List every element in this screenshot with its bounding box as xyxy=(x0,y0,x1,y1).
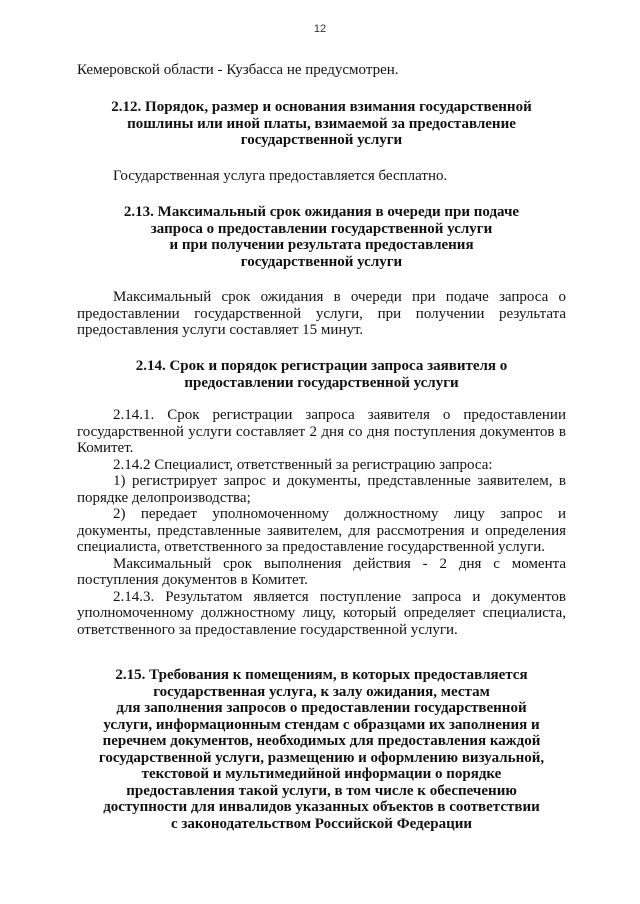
text-line: Максимальный срок выполнения действия - 2 дня с момента xyxy=(113,555,566,572)
section-2-12-heading xyxy=(77,99,566,149)
heading-line: государственной услуги xyxy=(240,132,403,148)
text-line: государственной услуги составляет 2 дня со дня поступления документов в xyxy=(77,423,566,440)
heading-line: запроса о предоставлении государственной услуги xyxy=(150,220,493,237)
text-line: документы, представленные заявителем, для рассмотрения и определения xyxy=(77,522,566,539)
heading-line: 2.13. Максимальный срок ожидания в очереди при подаче xyxy=(123,204,520,220)
section-2-14-heading xyxy=(77,358,566,391)
heading-line: и при получении результата предоставления xyxy=(169,237,474,253)
text-line: Кемеровской области - Кузбасса не предусмотрен. xyxy=(77,62,399,78)
section-2-12-text xyxy=(77,168,566,185)
section-2-13-text xyxy=(77,289,566,339)
heading-line: для заполнения запросов о предоставлении государственной xyxy=(116,700,527,716)
text-line: Государственная услуга предоставляется бесплатно. xyxy=(113,168,448,184)
text-line: порядке делопроизводства; xyxy=(77,489,251,506)
text-line: специалиста, ответственного за предоставление государственной услуги. xyxy=(77,539,546,555)
heading-line: предоставлении государственной услуги xyxy=(184,374,459,391)
section-2-13-heading xyxy=(77,204,566,270)
text-line: 2.14.2 Специалист, ответственный за регистрацию запроса: xyxy=(113,456,493,473)
text-line: 2) передает уполномоченному должностному лицу запрос и xyxy=(113,506,566,522)
text-line: уполномоченному должностному лицу, который определяет специалиста, xyxy=(77,605,566,621)
heading-line: услуги, информационным стендам с образцами их заполнения и xyxy=(103,716,540,733)
text-line: ответственного за предоставление государственной услуги. xyxy=(77,621,458,638)
text-line: 2.14.3. Результатом является поступление запроса и документов xyxy=(113,588,566,605)
text-line: предоставления услуги составляет 15 минут. xyxy=(77,322,364,338)
text-line: 2.14.1. Срок регистрации запроса заявителя о предоставлении xyxy=(113,407,566,423)
heading-line: государственная услуга, к залу ожидания, местам xyxy=(153,683,490,700)
intro-text xyxy=(77,62,566,79)
heading-line: государственной услуги, размещению и оформлению визуальной, xyxy=(98,749,545,766)
heading-line: с законодательством Российской Федерации xyxy=(170,815,473,832)
text-line: предоставлении государственной услуги, при получении результата xyxy=(77,305,566,322)
text-line: Комитет. xyxy=(77,440,134,456)
heading-line: 2.15. Требования к помещениям, в которых предоставляется xyxy=(115,667,528,683)
section-2-15-heading xyxy=(77,667,566,832)
heading-line: предоставления такой услуги, в том числе к обеспечению xyxy=(126,782,517,799)
heading-line: 2.14. Срок и порядок регистрации запроса заявителя о xyxy=(135,358,508,374)
heading-line: пошлины или иной платы, взимаемой за предоставление xyxy=(127,115,516,132)
heading-line: 2.12. Порядок, размер и основания взимания государственной xyxy=(111,99,532,115)
page-number: 12 xyxy=(313,23,327,35)
heading-line: доступности для инвалидов указанных объектов в соответствии xyxy=(103,799,540,815)
heading-line: перечнем документов, необходимых для предоставления каждой xyxy=(102,733,541,749)
text-line: Максимальный срок ожидания в очереди при подаче запроса о xyxy=(113,289,566,305)
text-line: поступления документов в Комитет. xyxy=(77,572,308,588)
heading-line: государственной услуги xyxy=(240,253,403,270)
heading-line: текстовой и мультимедийной информации о порядке xyxy=(141,766,502,782)
section-2-14-body xyxy=(77,407,566,638)
text-line: 1) регистрирует запрос и документы, представленные заявителем, в xyxy=(113,473,566,489)
